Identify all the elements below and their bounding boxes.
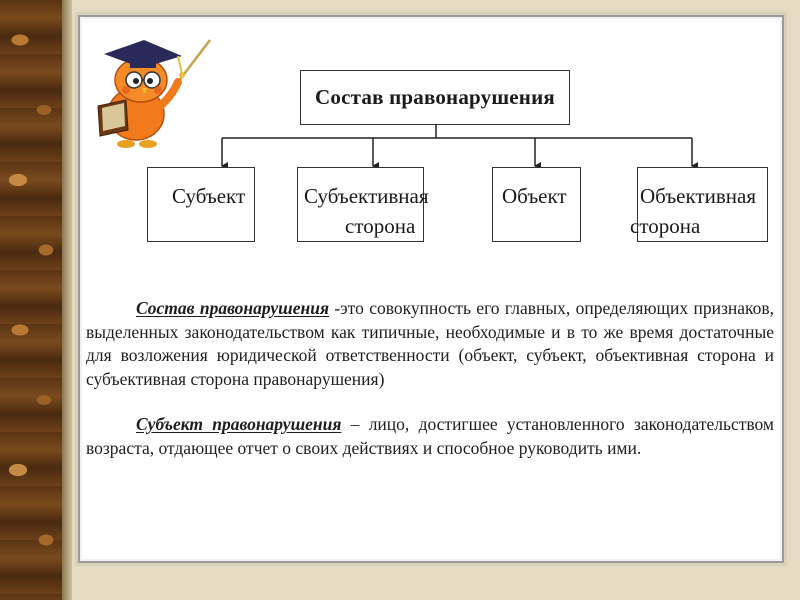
node-subjective-side-label-1: Субъективная xyxy=(304,184,429,208)
owl-professor-icon xyxy=(86,36,216,154)
definition-subject-text: – лицо, достигшее установленного законодательством возраста, отдающее отчет о своих действиях и способное руководить ими. xyxy=(86,414,774,458)
node-objective-side-label-1: Объективная xyxy=(640,184,756,208)
definition-composition xyxy=(86,297,774,391)
node-subject-label: Субъект xyxy=(172,184,246,208)
definition-composition-term: Состав правонарушения xyxy=(136,298,329,318)
node-subjective-side-label-2: сторона xyxy=(345,214,416,238)
diagram-title-box xyxy=(300,70,570,125)
diagram-title: Состав правонарушения xyxy=(315,85,555,109)
decorative-leaf-strip xyxy=(0,0,62,600)
definition-subject-term: Субъект правонарушения xyxy=(136,414,342,434)
definition-composition-text: -это совокупность его главных, определяющих признаков, выделенных законодательством как типичные, необходимые и в то же время достаточные для возложения юридической ответственности (объект, субъект, объективная сторона и субъективная сторона правонарушения) xyxy=(86,298,774,389)
node-object-label: Объект xyxy=(502,184,567,208)
node-objective-side-label-2: сторона xyxy=(630,214,701,238)
strip-edge xyxy=(62,0,72,600)
definition-subject xyxy=(86,413,774,460)
